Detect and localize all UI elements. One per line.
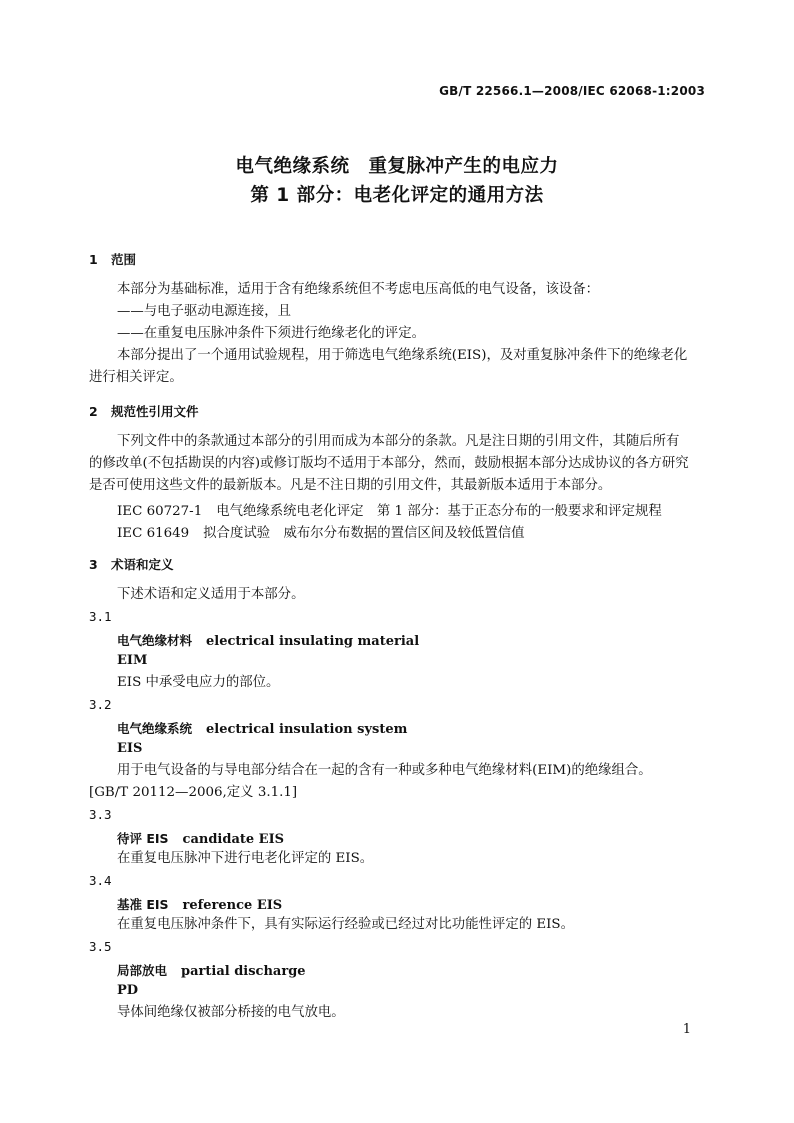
reference-item: [117, 522, 525, 541]
reference-title: 电气绝缘系统电老化评定 第 1 部分：基于正态分布的一般要求和评定规程: [216, 504, 662, 519]
paragraph: 下述术语和定义适用于本部分。: [117, 587, 305, 602]
paragraph-continuation: 的修改单(不包括勘误的内容)或修订版均不适用于本部分，然而，鼓励根据本部分达成协议的各方研究: [89, 456, 689, 471]
subsection-number: 3.3: [89, 807, 112, 822]
list-item: ——在重复电压脉冲条件下须进行绝缘老化的评定。: [117, 326, 425, 341]
term-abbreviation: EIM: [117, 653, 148, 668]
subsection-number: 3.5: [89, 939, 112, 954]
title-line-1: 电气绝缘系统 重复脉冲产生的电应力: [235, 156, 559, 177]
section-number: 3: [89, 557, 98, 572]
reference-item: [117, 500, 662, 519]
section-2-heading: [89, 402, 199, 420]
term-chinese: 局部放电: [117, 963, 168, 978]
paragraph-continuation: 是否可使用这些文件的最新版本。凡是不注日期的引用文件，其最新版本适用于本部分。: [89, 478, 612, 493]
section-title: 范围: [111, 252, 137, 267]
page-number: 1: [682, 1022, 691, 1037]
section-title: 规范性引用文件: [111, 404, 199, 419]
paragraph: 本部分提出了一个通用试验规程，用于筛选电气绝缘系统(EIS)，及对重复脉冲条件下的绝缘老化: [117, 348, 688, 363]
term-chinese: 基准 EIS: [117, 897, 169, 912]
paragraph: 下列文件中的条款通过本部分的引用而成为本部分的条款。凡是注日期的引用文件，其随后所有: [117, 434, 680, 449]
term-chinese: 待评 EIS: [117, 831, 169, 846]
term-heading: [117, 719, 407, 737]
subsection-number: 3.1: [89, 609, 112, 624]
term-english: candidate EIS: [182, 832, 285, 847]
reference-title: 拟合度试验 威布尔分布数据的置信区间及较低置信值: [203, 526, 525, 541]
term-heading: [117, 631, 419, 649]
reference-code: IEC 60727-1: [117, 504, 203, 519]
term-definition: EIS 中承受电应力的部位。: [117, 675, 280, 690]
document-id: GB/T 22566.1—2008/IEC 62068-1:2003: [439, 84, 705, 98]
term-english: electrical insulating material: [206, 634, 420, 649]
term-chinese: 电气绝缘系统: [117, 721, 193, 736]
term-abbreviation: EIS: [117, 741, 143, 756]
term-abbreviation: PD: [117, 983, 139, 998]
section-3-heading: [89, 555, 174, 573]
paragraph: 本部分为基础标准，适用于含有绝缘系统但不考虑电压高低的电气设备，该设备：: [117, 282, 600, 297]
section-1-heading: [89, 250, 136, 268]
subsection-number: 3.4: [89, 873, 112, 888]
term-english: partial discharge: [181, 964, 306, 979]
paragraph-continuation: 进行相关评定。: [89, 370, 183, 385]
term-definition: 导体间绝缘仅被部分桥接的电气放电。: [117, 1005, 345, 1020]
section-number: 1: [89, 252, 98, 267]
subsection-number: 3.2: [89, 697, 112, 712]
reference-code: IEC 61649: [117, 526, 190, 541]
list-item: ——与电子驱动电源连接，且: [117, 304, 292, 319]
term-heading: [117, 961, 306, 979]
term-heading: [117, 895, 282, 913]
term-definition: 在重复电压脉冲下进行电老化评定的 EIS。: [117, 851, 374, 866]
term-english: reference EIS: [182, 898, 283, 913]
section-number: 2: [89, 404, 98, 419]
term-source: [GB/T 20112—2006,定义 3.1.1]: [89, 785, 298, 800]
section-title: 术语和定义: [111, 557, 174, 572]
title-line-2: 第 1 部分：电老化评定的通用方法: [250, 185, 544, 206]
term-definition: 用于电气设备的与导电部分结合在一起的含有一种或多种电气绝缘材料(EIM)的绝缘组合。: [117, 763, 652, 778]
term-definition: 在重复电压脉冲条件下，具有实际运行经验或已经过对比功能性评定的 EIS。: [117, 917, 574, 932]
term-heading: [117, 829, 284, 847]
term-english: electrical insulation system: [206, 722, 408, 737]
term-chinese: 电气绝缘材料: [117, 633, 193, 648]
